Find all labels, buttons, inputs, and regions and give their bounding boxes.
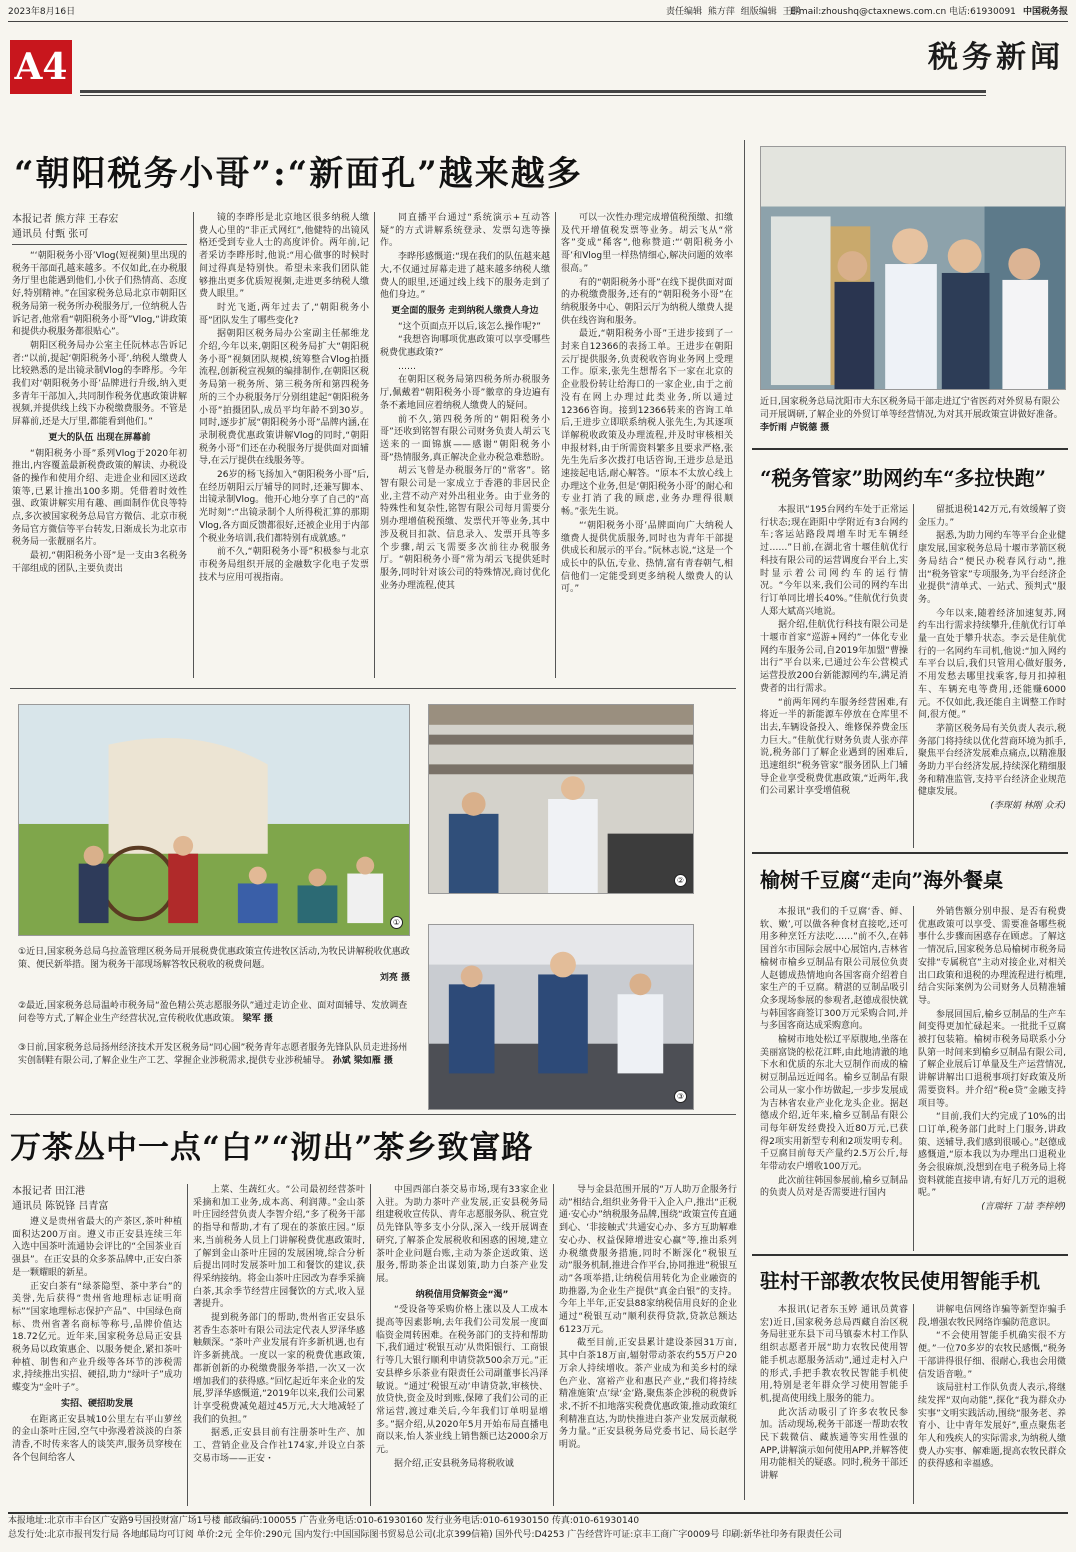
tea-headline: 万茶丛中一点“白”“沏出”茶乡致富路 [10,1130,534,1166]
column-rule [555,212,556,678]
photo-number: ③ [18,1043,27,1053]
paragraph: “前两年网约车服务经营困难,有将近一半的新能源车停放在仓库里不出去,车辆设备投入、维修保养费金压力巨大。”佳航优行财务负责人张亦萍说,税务部门了解企业遇到的困难后,迅速组织“税务管家”服务团队上门辅导企业享受税费优惠政策,“近两年,我们公司累计享受增值税 [760,697,908,797]
paragraph: 外销售额分别申报、是否有税费优惠政策可以享受、需要准备哪些税事什么步骤而困惑存在顾虑。了解这一情况后,国家税务总局榆树市税务局安排“专属税官”主动对接企业,对相关出口政策和退税的办理流程进行梳理,结合实际案例为公司财务人员精准辅导。 [918,907,1066,1006]
paragraph: “不会使用智能手机确实很不方便。”一位70多岁的农牧民感慨,“税务干部讲得很仔细、很耐心,我也会用微信发语音啦。” [918,1331,1066,1380]
paragraph: 本报讯“我们的千豆腐‘香、鲜、软、嫩’,可以做各种食材直接吃,还可用多种烹饪方法吃……”前不久,在韩国首尔市国际会展中心展馆内,吉林省榆树市榆乡豆制品有限公司展位负责人赵德成热情地向各国客商介绍着自家生产的千豆腐。精湛的豆制品吸引众多现场参展的参观者,赵德成很快就与韩国客商签订300万元采购合同,并与多国客商达成采购意向。 [760,907,908,1032]
contact-line: E-mail:zhoushq@ctaxnews.com.cn 电话:61930091 [790,7,1016,17]
paragraph: 遵义是贵州省最大的产茶区,茶叶种植面积达200万亩。遵义市正安县连续三年入选中国茶叶流通协会评比的“全国茶业百强县”。在正安县的众多茶品牌中,正安白茶是一颗耀眼的新星。 [12,1217,182,1278]
page-number: A4 [10,40,72,94]
paragraph: 同直播平台通过“系统演示+互动答疑”的方式讲解系统登录、发票勾选等操作。 [380,213,550,249]
photo-credit: 李忻雨 卢锐德 摄 [760,423,830,433]
side-photo-officers [760,146,1066,390]
photo-factory-line [428,924,694,1110]
paragraph: 26岁的杨飞扬加入“朝阳税务小哥”后,在经历朝阳云厅辅导的同时,还兼写脚本、出镜录制Vlog。他开心地分享了自己的“高光时刻”:“出镜录制个人所得税汇算的那期Vlog,各方面反馈都很好,还被企业用于内部个税业务培训,我们都特别有成就感。” [199,470,369,544]
section-name: 税务新闻 [928,40,1064,75]
paragraph: 提到税务部门的帮助,贵州省正安县乐茗香生态茶叶有限公司法定代表人罗泽华感触颇深。“茶叶产业发展有许多新机遇,也有许多新挑战。一度以一家的税费优惠政策,都新创新的办税缴费服务举措,一次又一次增加我们的获得感。”回忆起近年来企业的发展,罗泽华感慨道,“2019年以来,我们公司累计享受税费减免超过45万元,大大地减轻了我们的负担。” [193,1313,365,1425]
paragraph: 据介绍,正安县税务局将税收诚 [394,1458,514,1469]
paragraph: 最近,“朝阳税务小哥”王进步接到了一封来自12366的表扬工单。王进步在朝阳云厅提供服务,负责税收咨询业务网上受理工作。原来,张先生想帮名下一家在北京的企业股份转让给海口的一家企业,由于之前没有在网上办理过此类业务,所以通过12366咨询。接到12366转来的咨询工单后,王进步立即联系纳税人张先生,为其逐项详解税收政策及办理流程,并及时审核相关申报材料,由于所需资料繁多且要求严格,张先生先后多次拨打电话咨询,王进步总是迅速接起电话,耐心解答。“原本不太放心线上办理这个业务,但是‘朝阳税务小哥’的耐心和专业打消了我的顾虑,业务办理得很顺畅。”张先生说。 [561,329,733,518]
photo-caption-2 [18,1000,410,1026]
caption-text: 近日,国家税务总局乌拉盖管理区税务局开展税费优惠政策宣传进牧区活动,为牧民讲解税收优惠政策、便民新举措。图为税务干部现场解答牧民税收的税费问题。 [18,947,410,970]
paragraph: 正安白茶有“绿茶隐型、茶中茅台”的美誉,先后获得“贵州省地理标志证明商标”“国家地理标志保护产品”、中国绿色商标、贵州省著名商标等称号,品牌价值达18.72亿元。近年来,国家税务总局正安县税务局以政策惠企、以服务便企,紧扣茶叶种植、制售和产业升级等各环节的涉税需求,持续推出实招、硬招,助力“绿叶子”成功蝶变为“金叶子”。 [12,1281,182,1394]
paragraph: 李晔彤感慨道:“现在我们的队伍越来越大,不仅通过屏幕走进了越来越多纳税人缴费人的眼里,还通过线上线下的服务走到了他们身边。” [380,252,550,301]
column-rule [187,1184,188,1506]
subheading: 更全面的服务 走到纳税人缴费人身边 [391,305,539,316]
column-rule [193,212,194,678]
column-rule [913,504,914,848]
village-col-1 [760,1304,908,1504]
subheading: 更大的队伍 出现在屏幕前 [48,432,151,443]
car-col-2 [918,504,1066,848]
article-credit: (李琛娟 林刚 众禾) [990,801,1066,812]
photo-factory-shelf [428,704,694,894]
tofu-headline: 榆树千豆腐“走向”海外餐桌 [760,868,1004,892]
paragraph: “目前,我们大约完成了10%的出口订单,税务部门此时上门服务,讲政策、送辅导,我们感到很暖心。”赵德成感慨道,“原本我以为办理出口退税业务会很麻烦,没想到在电子税务局上将资料就能直接申请,有好几万元的退税呢。” [918,1112,1066,1199]
photo-grassland [18,704,410,936]
village-col-2 [918,1304,1066,1504]
paragraph: 本报讯“195台网约车处于正常运行状态;现在距阳中学附近有3台网约车;客运站路段周增车时无车辆经过……”日前,在湖北省十堰佳航优行科技有限公司的运营调度台平台上,实时显示着公司网约车的运行情况。“今年以来,我们公司的网约车出行订单同比增长40%。”佳航优行负责人郑大斌高兴地说。 [760,505,908,617]
paragraph: “朝阳税务小哥”系列Vlog于2020年初推出,内容覆盖最新税费政策的解读、办税设备的操作和使用介绍、走进企业和园区送政策等,已累计推出100多期。凭借着时效性强、政策讲解实用有趣、画面制作优良等特点,多次被国家税务总局官方微信、北京市税务局官方微信等平台转发,日渐成长为北京市税务局一张靓丽名片。 [12,448,187,548]
photo-credit: 梁军 摄 [242,1014,273,1024]
village-headline: 驻村干部教农牧民使用智能手机 [760,1269,1040,1293]
right-column-rule [744,140,745,1500]
tea-col-4 [559,1184,737,1506]
paragraph: 前不久,第四税务所的“朝阳税务小哥”还收到铭智有限公司财务负责人胡云飞送来的一面锦旗——感谢“朝阳税务小哥”热情服务,真正解决企业办税急难愁盼。 [380,414,550,463]
paragraph: …… [398,361,416,372]
paragraph: “受设备等采购价格上涨以及人工成本提高等因素影响,去年我们公司发展一度面临资金周转困难。在税务部门的支持和帮助下,我们通过‘税银互动’从贵阳银行、工商银行等几大银行顺利申请贷款500余万元。”正安县桦乡乐茶业有限责任公司副董事长冯泽敏说。“通过‘税银互动’申请贷款,审核快、放贷快,资金及时到账,保障了我们公司的正常运营,渡过难关后,今年我们订单明显增多。”据介绍,从2020年5月开始布局直播电商以来,怡人茶业线上销售额已达2000余万元。 [376,1305,548,1456]
paragraph: 留抵退税142万元,有效缓解了资金压力。” [918,505,1066,528]
paragraph: 有的“朝阳税务小哥”在线下提供面对面的办税缴费服务,还有的“朝阳税务小哥”在纳税服务中心、朝阳云厅为纳税人缴费人提供在线咨询和服务。 [561,277,733,326]
main-byline [12,212,187,242]
car-col-1 [760,504,908,848]
tea-col-2 [193,1184,365,1506]
tofu-col-1 [760,906,908,1251]
paragraph: “‘朝阳税务小哥’品牌面向广大纳税人缴费人提供优质服务,同时也为青年干部提供成长和展示的平台。”阮林志说,“这是一个成长中的队伍,专业、热情,富有青春朝气,相信他们一定能受到更多纳税人缴费人的认可。” [561,520,733,595]
main-col-3 [380,212,550,678]
paragraph: 据悉,正安县目前有注册茶叶生产、加工、营销企业及合作社174家,并设立白茶交易市场——正安・ [193,1428,365,1464]
paragraph: 本报讯(记者东玉婷 通讯员黄睿宏)近日,国家税务总局西藏自治区税务局驻亚东县下司马镇泰木村工作队组织志愿者开展“助力农牧民使用智能手机志愿服务活动”,通过走村入户的形式,手把手教农牧民智能手机使用,特别是老年群众学习使用智能手机,提高使用线上服务的能力。 [760,1305,908,1404]
tea-col-3 [376,1184,548,1506]
tea-byline [12,1184,182,1214]
column-rule [370,1184,371,1506]
page-footer [8,1512,1068,1546]
masthead-strip [8,4,1068,22]
paragraph: 据朝阳区税务局办公室副主任郝维龙介绍,今年以来,朝阳区税务局扩大“朝阳税务小哥”视频团队规模,统筹整合Vlog拍摄流程,创新税宣视频的编排制作,在朝阳区税务局第一税务所、第三税务所和第四税务所的三个办税服务厅分别组建起“朝阳税务小哥”拍摄团队,成员平均年龄不到30岁。同时,逐步扩展“朝阳税务小哥”品牌内涵,在录制税费优惠政策讲解Vlog的同时,“朝阳税务小哥”们还在办税服务厅提供面对面辅导,在云厅提供在线服务等。 [199,329,369,467]
article-credit: (言瑞轩 丁喆 李梓婷) [981,1202,1066,1213]
photo-block-rule [10,688,736,689]
paragraph: 榆树市地处松辽平原腹地,坐落在美丽富饶的松花江畔,由此地清澈的地下水和优质的东北大豆制作而成的榆树豆制品远近闻名。榆乡豆制品有限公司从一家小作坊做起,一步步发展成为吉林省农业产业化龙头企业。据赵德成介绍,近年来,榆乡豆制品有限公司每年研发经费投入近80万元,已获得2项实用新型专利和2项发明专利。千豆腐目前每天产量约2.5万公斤,每年带动农户增收100万元。 [760,1035,908,1173]
paragraph: 时光飞逝,两年过去了,“朝阳税务小哥”团队发生了哪些变化? [199,302,369,326]
photo-credit: 刘亮 摄 [379,973,410,983]
paragraph: 上菜、生蔬红火。“公司最初经营茶叶采摘和加工业务,成本高、利润薄。”金山茶叶庄园经营负责人李智介绍,“多了税务干部的指导和帮助,才有了现在的茶旅庄园。”原来,当前税务人员上门讲解税费优惠政策时,了解到金山茶叶庄园的发展困境,综合分析后提出同时发展茶叶加工和餐饮的建议,获得采纳接纳。将金山茶叶庄园改为春季采摘白茶,其余季节经营庄园餐饮的方式,收入显著提升。 [193,1185,365,1310]
column-rule [374,212,375,678]
main-byline-reporters: 本报记者 熊方萍 王春宏 [12,214,119,225]
section-rule [752,852,1068,854]
main-col-2 [199,212,369,678]
tea-col-1 [12,1216,182,1506]
section-rule [752,448,1068,450]
photo-caption-1 [18,946,410,985]
paragraph: 胡云飞曾是办税服务厅的“常客”。铭智有限公司是一家成立于香港的非居民企业,主营不动产对外出租业务。由于业务的特殊性和复杂性,铭智有限公司每月需要分别办理增值税预缴、发票代开等业务,其中涉及税目扣款、信息录入、发票开具等多个步骤,胡云飞需要多次前往办税服务厅。“朝阳税务小哥”常为胡云飞提供延时服务,同时针对该公司的特殊情况,商讨优化业务办理流程,使其 [380,466,550,591]
side-photo-caption [760,396,1066,435]
paragraph: 此次活动吸引了许多农牧民参加。活动现场,税务干部逐一帮助农牧民下载微信、藏族通等实用性强的APP,讲解演示如何使用APP,并解答使用功能相关的疑惑。同时,税务干部还讲解 [760,1407,908,1482]
paragraph: 据介绍,佳航优行科技有限公司是十堰市首家“巡游+网约”一体化专业网约车服务公司,自2019年加盟“曹操出行”平台以来,已通过公车公营模式运营投放200台新能源网约车,满足消费者的出行需求。 [760,620,908,694]
column-rule [913,906,914,1251]
tea-byline-correspondents: 通讯员 陈锐锋 吕青富 [12,1201,109,1212]
subheading: 纳税信用贷解资金“渴” [415,1289,509,1300]
main-headline: “朝阳税务小哥”:“新面孔”越来越多 [14,154,583,194]
paragraph: “我想咨询哪项优惠政策可以享受哪些税费优惠政策?” [380,335,550,359]
paragraph: 可以一次性办理完成增值税预缴、扣缴及代开增值税发票等业务。胡云飞从“常客”变成“稀客”,他称赞道:“‘朝阳税务小哥’和Vlog里一样热情细心,解决问题的效率很高。” [561,213,733,274]
editors-line: 责任编辑 熊方萍 组版编辑 王鹏 [666,7,801,17]
photo-number: ③ [674,1090,687,1103]
section-rule [752,1254,1068,1256]
paragraph: 镜的李晔彤是北京地区很多纳税人缴费人心里的“非正式网红”,他健特的出镜风格还受到专业人士的高度评价。两年前,记者采访李晔彤时,他说:“用心做事的时候时间过得真是特别快。希望未来我们团队能够推出更多优质短视频,走进更多纳税人缴费人眼里。” [199,213,369,300]
paragraph: “这个页面点开以后,该怎么操作呢?” [398,321,541,332]
main-col-4 [561,212,733,678]
car-headline: “税务管家”助网约车“多拉快跑” [760,466,1047,490]
photo-credit: 孙斌 梁如雁 摄 [332,1056,393,1066]
tofu-col-2 [918,906,1066,1251]
caption-text: 近日,国家税务总局沈阳市大东区税务局干部走进辽宁省医药对外贸易有限公司开展调研,了解企业的外贸订单等经营情况,为对其开展政策宣讲做好准备。 [760,397,1063,420]
header-rule-thin [80,95,986,96]
photo-number: ② [18,1001,27,1011]
photo-number: ① [18,947,27,957]
paragraph: 朝阳区税务局办公室主任阮林志告诉记者:“以前,提起‘朝阳税务小哥’,纳税人缴费人比较熟悉的是出镜录制Vlog的李晔彤。今年我们对‘朝阳税务小哥’品牌进行升级,纳入更多青年干部加入,共同制作税务优惠政策讲解视频,并提供线上线下办税缴费服务。不管是屏幕前,还是大厅里,都能看到他们。” [12,340,187,428]
photo-number: ② [674,874,687,887]
paragraph: 讲解电信网络诈骗等新型诈骗手段,增强农牧民网络诈骗防范意识。 [918,1305,1066,1328]
paragraph: “‘朝阳税务小哥’Vlog(短视频)里出现的税务干部面孔越来越多。不仅如此,在办税服务厅里也能遇到他们,小伙子们热情高、态度好,特别精神。”在国家税务总局北京市朝阳区税务局第一税务所办税服务厅,一位纳税人告诉记者,他常看“朝阳税务小哥”Vlog,“讲政策和提供办税服务都很贴心”。 [12,251,187,338]
subheading: 实招、硬招助发展 [60,1398,133,1409]
photo-caption-3 [18,1042,410,1068]
footer-line-2: 总发行处:北京市报刊发行局 各地邮局均可订阅 单价:2元 全年价:290元 国内发行:中国国际图书贸易总公司(北京399信箱) 国外代号:D4253 广告经营许可证:京丰工商广字0009号 印刷:新华社印务有限责任公司 [8,1530,843,1540]
paragraph: 截至目前,正安县累计建设茶园31万亩,其中白茶18万亩,辐射带动茶农约55万户20万余人持续增收。茶产业成为和美乡村的绿色产业、富裕产业和惠民产业,“我们将持续精准施策‘点’绿‘金’路,聚焦茶企涉税的税费诉求,不折不扣地落实税费优惠政策,推动政策红利精准直达,为助快推进白茶产业发展贡献税务力量。”正安县税务局党委书记、局长赵学明说。 [559,1338,737,1451]
byline-rule [12,244,187,245]
main-col-1 [12,250,187,678]
paragraph: 茅箭区税务局有关负责人表示,税务部门将持续以优化营商环境为抓手,聚焦平台经济发展难点痛点,以精准服务助力平台经济发展,持续深化精细服务和精准监管,支持平台经济企业规范健康发展。 [918,723,1066,798]
main-byline-correspondents: 通讯员 付甄 张可 [12,229,89,240]
paragraph: 今年以来,随着经济加速复苏,网约车出行需求持续攀升,佳航优行订单量一直处于攀升状态。李云是佳航优行的一名网约车司机,他说:“加入网约车平台以后,我们只管用心做好服务,不用发愁去哪里找乘客,每月扣掉租车、车辆充电等费用,还能赚6000元。不仅如此,我还能自主调整工作时间,很方便。” [918,608,1066,721]
column-rule [553,1184,554,1506]
photo-block-rule-bottom [10,1114,736,1115]
paragraph: 此次前往韩国参展前,榆乡豆制品的负责人员对是否需要进行国内 [760,1175,908,1199]
header-rule [80,90,986,93]
tea-byline-reporters: 本报记者 田江港 [12,1186,86,1197]
paragraph: 参展回国后,榆乡豆制品的生产车间变得更加忙碌起来。一批批千豆腐被打包装箱。榆树市税务局联系小分队第一时间来到榆乡豆制品有限公司,了解企业展后订单量及生产运营情况,讲解讲解出口退税事项打好政策及所需要资料。并介绍“税e贷”金融支持项目等。 [918,1009,1066,1109]
paragraph: 在朝阳区税务局第四税务所办税服务厅,佩戴着“朝阳税务小哥”徽章的身边遍有条不紊地回应着纳税人缴费人的疑问。 [380,375,550,411]
caption-text: 日前,国家税务总局扬州经济技术开发区税务局“同心圆”税务青年志愿者服务先锋队队员走进扬州实创制鞋有限公司,了解企业生产工艺、掌握企业涉税需求,提供专业涉税辅导。 [18,1043,408,1066]
paragraph: 导与金县范围开展的“万人助万企服务行动”相结合,组织业务骨干入企入户,推出“正税通·安心办”纳税服务品牌,围绕“政策宣传直通到心、‘非接触式’共通安心办、多方互助解难安心办、权益保障增进安心赢”等,推出系列办税缴费服务措施,同时不断深化“税银互动”服务机制,推进合作平台,协同推进“税银互动”各项举措,让纳税信用转化为企业融资的助推器,为企业生产提供“真金白银”的支持。今年上半年,正安县88家纳税信用良好的企业通过“税银互动”顺利获得贷款,贷款总额达6123万元。 [559,1185,737,1335]
paragraph: 在距离正安县城10公里左右平山萝丝的金山茶叶庄园,空气中弥漫着淡淡的白茶清香,不时传来客人的谈笑声,服务员穿梭在各个包间给客人 [12,1414,182,1463]
footer-line-1: 本报地址:北京市丰台区广安路9号国投财富广场1号楼 邮政编码:100055 广告业务电话:010-61930160 发行业务电话:010-61930150 传真:010-61930140 [8,1516,640,1526]
photo-number: ① [390,916,403,929]
issue-date: 2023年8月16日 [8,7,76,17]
paragraph: 前不久,“朝阳税务小哥”积极参与北京市税务局组织开展的金融数字化电子发票技术与应用可视指南。 [199,547,369,583]
paragraph: 该局驻村工作队负责人表示,将继续发挥“双向动能”,探化“我为群众办实事”文明实践活动,围绕“服务老、养育小、让中青年发展好”,重点聚焦老年人和残疾人的实际需求,为纳税人缴费人办实事、解难题,提高农牧民群众的获得感和幸福感。 [918,1383,1066,1470]
column-rule [913,1304,914,1504]
paper-name: 中国税务报 [1022,7,1068,17]
paragraph: 最初,“朝阳税务小哥”是一支由3名税务干部组成的团队,主要负责出 [12,551,187,574]
paragraph: 据悉,为助力网约车等平台企业健康发展,国家税务总局十堰市茅箭区税务局结合“便民办税春风行动”,推出“税务管家”专项服务,为平台经济企业提供“清单式、一站式、预判式”服务。 [918,531,1066,605]
paragraph: 中国西部白茶交易市场,现有33家企业入驻。为助力茶叶产业发展,正安县税务局组建税收宣传队、青年志愿服务队、税宣党员先锋队等多支小分队,深入一线开展调查研究,了解茶企发展税收和困惑的困境,建立茶叶企业问题台账,主动为茶企送政策、送服务,帮助茶企出谋划策,助力白茶产业发展。 [376,1185,548,1284]
caption-text: 最近,国家税务总局温岭市税务局“盈色精公英志愿服务队”通过走访企业、面对面辅导、发放调查问卷等方式,了解企业生产经营状况,宣传税收优惠政策。 [18,1001,408,1024]
